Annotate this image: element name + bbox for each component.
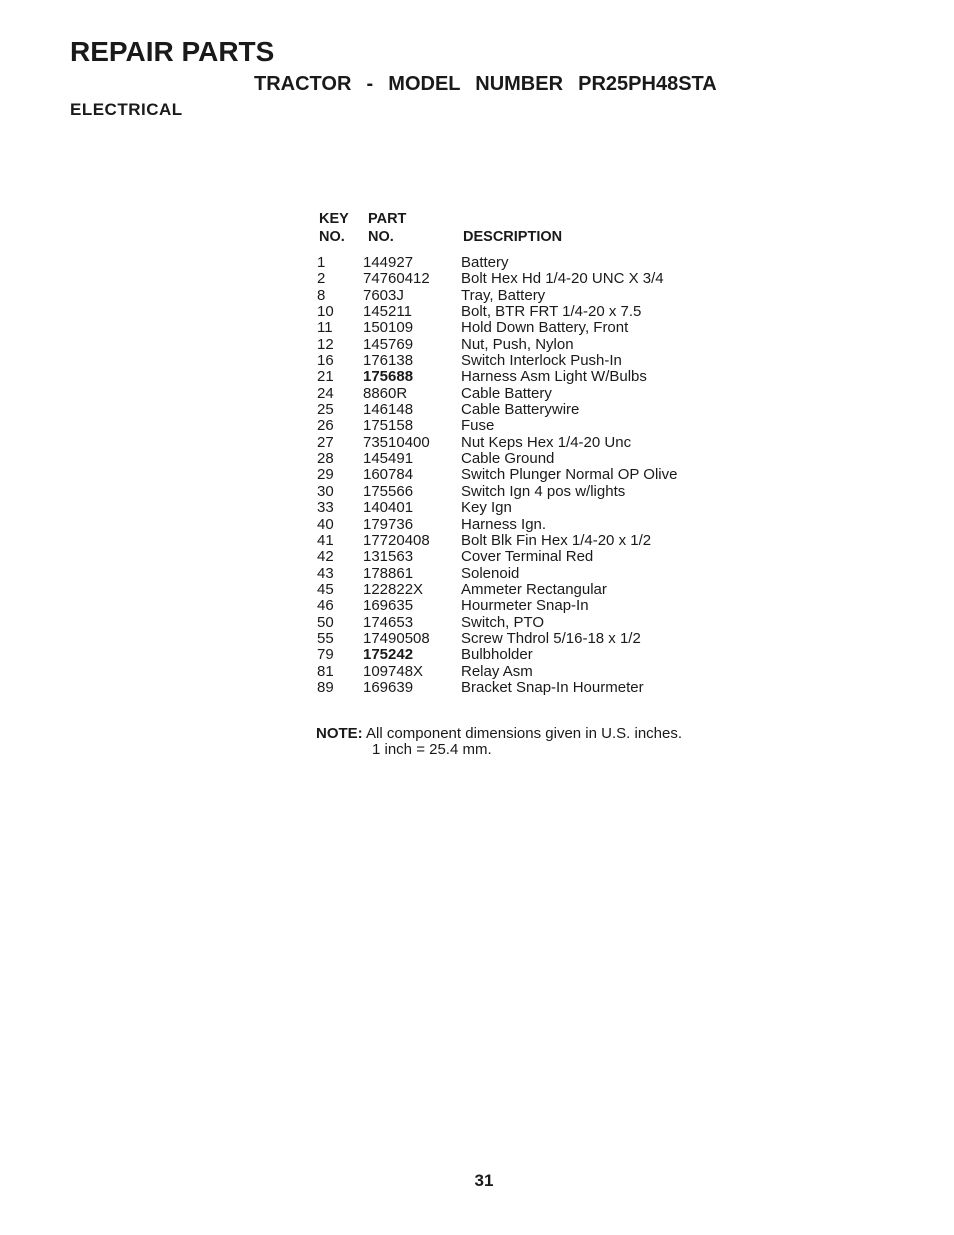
part-no-cell: 178861 [363,564,414,582]
description-cell: Nut, Push, Nylon [461,335,574,353]
description-cell: Switch Ign 4 pos w/lights [461,482,626,500]
description-cell: Hold Down Battery, Front [461,319,629,337]
part-no-cell: 175158 [363,417,414,435]
key-no-cell: 2 [317,270,326,288]
description-cell: Bracket Snap-In Hourmeter [461,678,644,696]
part-no-cell: 144927 [363,254,414,271]
description-cell: Cable Batterywire [461,401,580,419]
key-no-cell: 30 [317,482,334,500]
key-no-cell: 21 [317,368,334,386]
part-no-cell: 109748X [363,662,424,680]
key-no-cell: 28 [317,450,334,468]
part-header-line1: PART [368,211,407,227]
part-no-cell: 145211 [363,303,412,321]
description-cell: Screw Thdrol 5/16-18 x 1/2 [461,629,641,647]
part-no-cell: 7603J [363,286,404,304]
key-no-cell: 24 [317,384,334,402]
key-no-cell: 43 [317,564,334,582]
part-no-cell: 8860R [363,384,408,402]
key-no-cell: 41 [317,531,334,549]
key-no-cell: 26 [317,417,334,435]
key-no-cell: 11 [317,319,333,337]
key-no-cell: 1 [317,254,326,271]
part-no-cell: 145769 [363,335,414,353]
page-number: 31 [474,1171,494,1190]
key-no-cell: 50 [317,613,334,631]
description-cell: Harness Asm Light W/Bulbs [461,368,647,386]
part-no-cell: 175688 [363,368,414,386]
description-cell: Key Ign [461,499,512,517]
part-no-cell: 17720408 [363,531,430,549]
description-cell: Relay Asm [461,662,533,680]
description-cell: Harness Ign. [461,515,547,533]
description-header: DESCRIPTION [463,229,563,245]
key-no-cell: 16 [317,352,334,370]
part-no-cell: 122822X [363,580,424,598]
description-cell: Bolt, BTR FRT 1/4-20 x 7.5 [461,303,642,321]
description-cell: Switch Plunger Normal OP Olive [461,466,678,484]
part-no-cell: 169635 [363,597,414,615]
part-no-cell: 150109 [363,319,414,337]
description-cell: Tray, Battery [461,286,546,304]
key-header-line1: KEY [319,211,349,227]
description-cell: Nut Keps Hex 1/4-20 Unc [461,433,632,451]
description-cell: Bolt Hex Hd 1/4-20 UNC X 3/4 [461,270,664,288]
key-no-cell: 12 [317,335,334,353]
key-no-cell: 8 [317,286,326,304]
key-no-cell: 46 [317,597,334,615]
part-no-cell: 17490508 [363,629,430,647]
description-cell: Cover Terminal Red [461,548,594,566]
part-header-line2: NO. [368,229,394,245]
part-no-cell: 179736 [363,515,414,533]
part-no-cell: 169639 [363,678,414,696]
description-cell: Solenoid [461,564,520,582]
description-cell: Bulbholder [461,646,533,664]
key-no-cell: 25 [317,401,334,419]
description-cell: Switch, PTO [461,613,545,631]
part-no-cell: 176138 [363,352,414,370]
key-no-cell: 27 [317,433,334,451]
part-no-cell: 174653 [363,613,414,631]
page-title: REPAIR PARTS [70,36,275,67]
key-no-cell: 81 [317,662,334,680]
description-cell: Hourmeter Snap-In [461,597,589,615]
part-no-cell: 74760412 [363,270,430,288]
description-cell: Battery [461,254,509,271]
part-no-cell: 175566 [363,482,414,500]
key-no-cell: 42 [317,548,334,566]
note-label: NOTE: [316,725,363,742]
key-no-cell: 45 [317,580,334,598]
description-cell: Switch Interlock Push-In [461,352,622,370]
description-cell: Ammeter Rectangular [461,580,607,598]
part-no-cell: 146148 [363,401,414,419]
note-line2: 1 inch = 25.4 mm. [372,741,492,758]
part-no-cell: 145491 [363,450,414,468]
key-no-cell: 40 [317,515,334,533]
section-title: ELECTRICAL [70,100,183,119]
description-cell: Cable Battery [461,384,552,402]
key-no-cell: 33 [317,499,334,517]
key-header-line2: NO. [319,229,345,245]
key-no-cell: 89 [317,678,334,696]
part-no-cell: 140401 [363,499,414,517]
part-no-cell: 131563 [363,548,414,566]
description-cell: Cable Ground [461,450,555,468]
part-no-cell: 73510400 [363,433,430,451]
description-cell: Fuse [461,417,495,435]
note-line1: All component dimensions given in U.S. inches. [366,725,683,742]
model-title: TRACTOR - MODEL NUMBER PR25PH48STA [254,73,717,95]
description-cell: Bolt Blk Fin Hex 1/4-20 x 1/2 [461,531,652,549]
key-no-cell: 79 [317,646,334,664]
key-no-cell: 10 [317,303,334,321]
part-no-cell: 160784 [363,466,414,484]
part-no-cell: 175242 [363,646,414,664]
note [316,726,682,758]
key-no-cell: 55 [317,629,334,647]
key-no-cell: 29 [317,466,334,484]
